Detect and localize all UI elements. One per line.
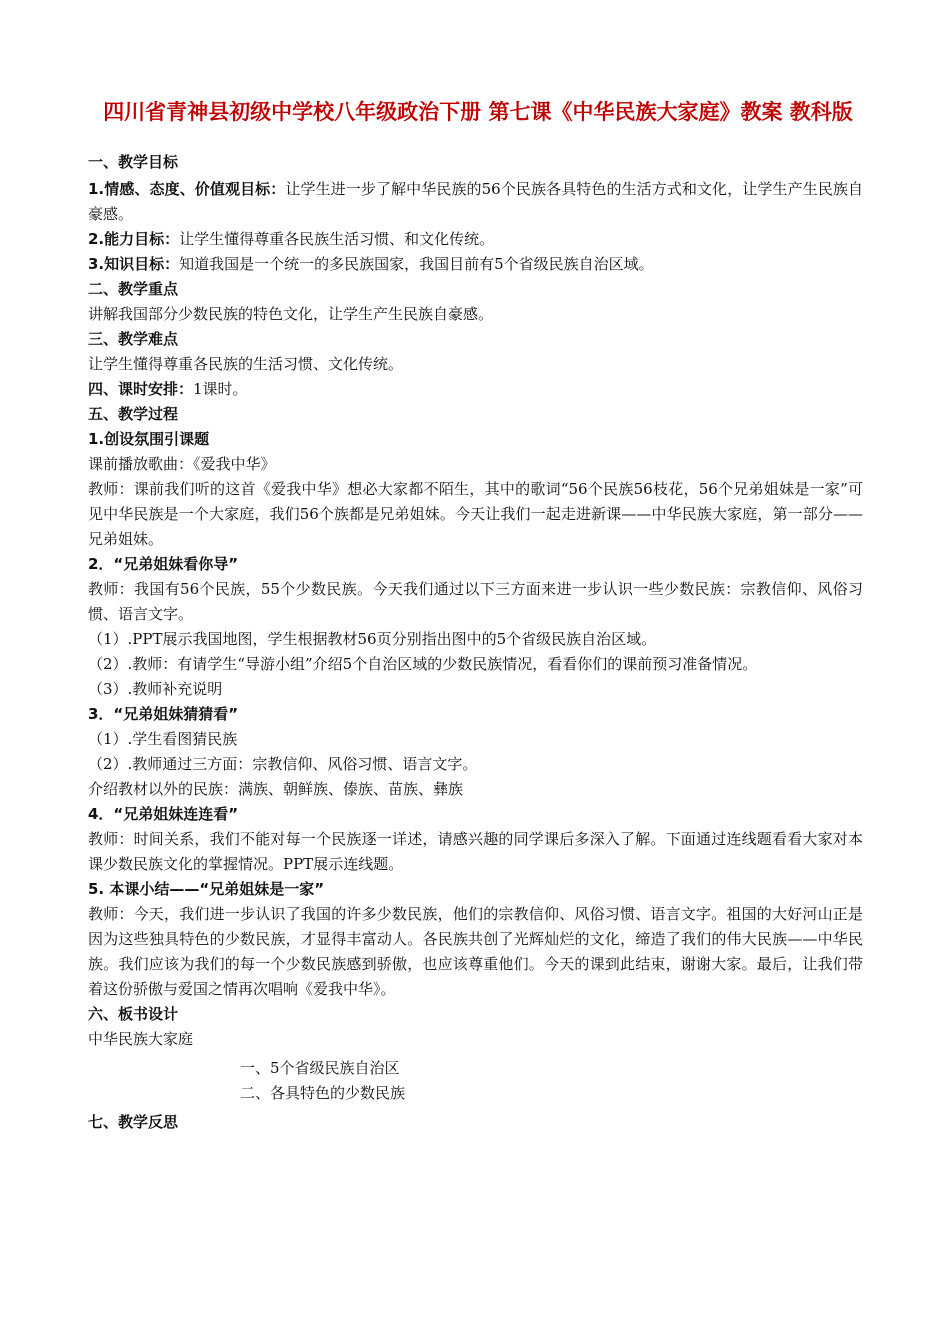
step-3-item-1: （1）.学生看图猜民族 — [88, 730, 238, 748]
class-hours — [88, 377, 863, 402]
document-title: 四川省青神县初级中学校八年级政治下册 第七课《中华民族大家庭》教案 教科版 — [103, 100, 853, 124]
document-body — [88, 150, 863, 1135]
board-item-2: 二、各具特色的少数民族 — [240, 1084, 406, 1102]
board-item-1: 一、5个省级民族自治区 — [240, 1059, 400, 1077]
step-4-paragraph: 教师：时间关系，我们不能对每一个民族逐一详述，请感兴趣的同学课后多深入了解。下面通过连线题看看大家对本课少数民族文化的掌握情况。PPT展示连线题。 — [88, 830, 863, 873]
section-heading-goals: 一、教学目标 — [88, 153, 179, 171]
goal-ability — [88, 227, 863, 252]
step-3-item-2: （2）.教师通过三方面：宗教信仰、风俗习惯、语言文字。 — [88, 755, 478, 773]
section-heading-board-design: 六、板书设计 — [88, 1005, 179, 1023]
step-2-paragraph: 教师：我国有56个民族，55个少数民族。今天我们通过以下三方面来进一步认识一些少数民族：宗教信仰、风俗习惯、语言文字。 — [88, 580, 863, 623]
goal-emotional-text: 让学生进一步了解中华民族的56个民族各具特色的生活方式和文化，让学生产生民族自豪感。 — [88, 180, 864, 223]
step-2-item-3: （3）.教师补充说明 — [88, 680, 223, 698]
step-4-heading: 4．“兄弟姐妹连连看” — [88, 805, 239, 823]
step-3-heading: 3．“兄弟姐妹猜猜看” — [88, 705, 239, 723]
difficulties-text: 让学生懂得尊重各民族的生活习惯、文化传统。 — [88, 355, 404, 373]
section-heading-key-points: 二、教学重点 — [88, 280, 179, 298]
step-3-ethnic-groups: 介绍教材以外的民族：满族、朝鲜族、傣族、苗族、彝族 — [88, 780, 464, 798]
step-2-heading: 2．“兄弟姐妹看你导” — [88, 555, 239, 573]
section-heading-process: 五、教学过程 — [88, 405, 179, 423]
step-5-heading: 5. 本课小结——“兄弟姐妹是一家” — [88, 880, 325, 898]
goal-knowledge — [88, 252, 863, 277]
goal-emotional — [88, 177, 863, 227]
step-1-heading: 1.创设氛围引课题 — [88, 430, 210, 448]
step-1-song: 课前播放歌曲：《爱我中华》 — [88, 455, 276, 473]
class-hours-label: 四、课时安排： — [88, 380, 194, 398]
step-2-item-1: （1）.PPT展示我国地图，学生根据教材56页分别指出图中的5个省级民族自治区域。 — [88, 630, 657, 648]
goal-ability-text: 让学生懂得尊重各民族生活习惯、和文化传统。 — [179, 230, 495, 248]
section-heading-reflection: 七、教学反思 — [88, 1113, 179, 1131]
board-title: 中华民族大家庭 — [88, 1030, 194, 1048]
key-points-text: 讲解我国部分少数民族的特色文化，让学生产生民族自豪感。 — [88, 305, 494, 323]
step-2-item-2: （2）.教师：有请学生“导游小组”介绍5个自治区域的少数民族情况，看看你们的课前预习准备情况。 — [88, 655, 758, 673]
section-heading-difficulties: 三、教学难点 — [88, 330, 179, 348]
step-1-paragraph: 教师：课前我们听的这首《爱我中华》想必大家都不陌生，其中的歌词“56个民族56枝花，56个兄弟姐妹是一家”可见中华民族是一个大家庭，我们56个族都是兄弟姐妹。今天让我们一起走进新课——中华民族大家庭，第一部分——兄弟姐妹。 — [88, 480, 863, 548]
goal-knowledge-label: 3.知识目标： — [88, 255, 180, 273]
goal-knowledge-text: 知道我国是一个统一的多民族国家，我国目前有5个省级民族自治区域。 — [179, 255, 654, 273]
class-hours-text: 1课时。 — [193, 380, 248, 398]
goal-emotional-label: 1.情感、态度、价值观目标： — [88, 180, 286, 198]
goal-ability-label: 2.能力目标： — [88, 230, 180, 248]
step-5-paragraph: 教师：今天，我们进一步认识了我国的许多少数民族，他们的宗教信仰、风俗习惯、语言文字。祖国的大好河山正是因为这些独具特色的少数民族，才显得丰富动人。各民族共创了光辉灿烂的文化，缔造了我们的伟大民族——中华民族。我们应该为我们的每一个少数民族感到骄傲，也应该尊重他们。今天的课到此结束，谢谢大家。最后，让我们带着这份骄傲与爱国之情再次唱响《爱我中华》。 — [88, 905, 863, 998]
